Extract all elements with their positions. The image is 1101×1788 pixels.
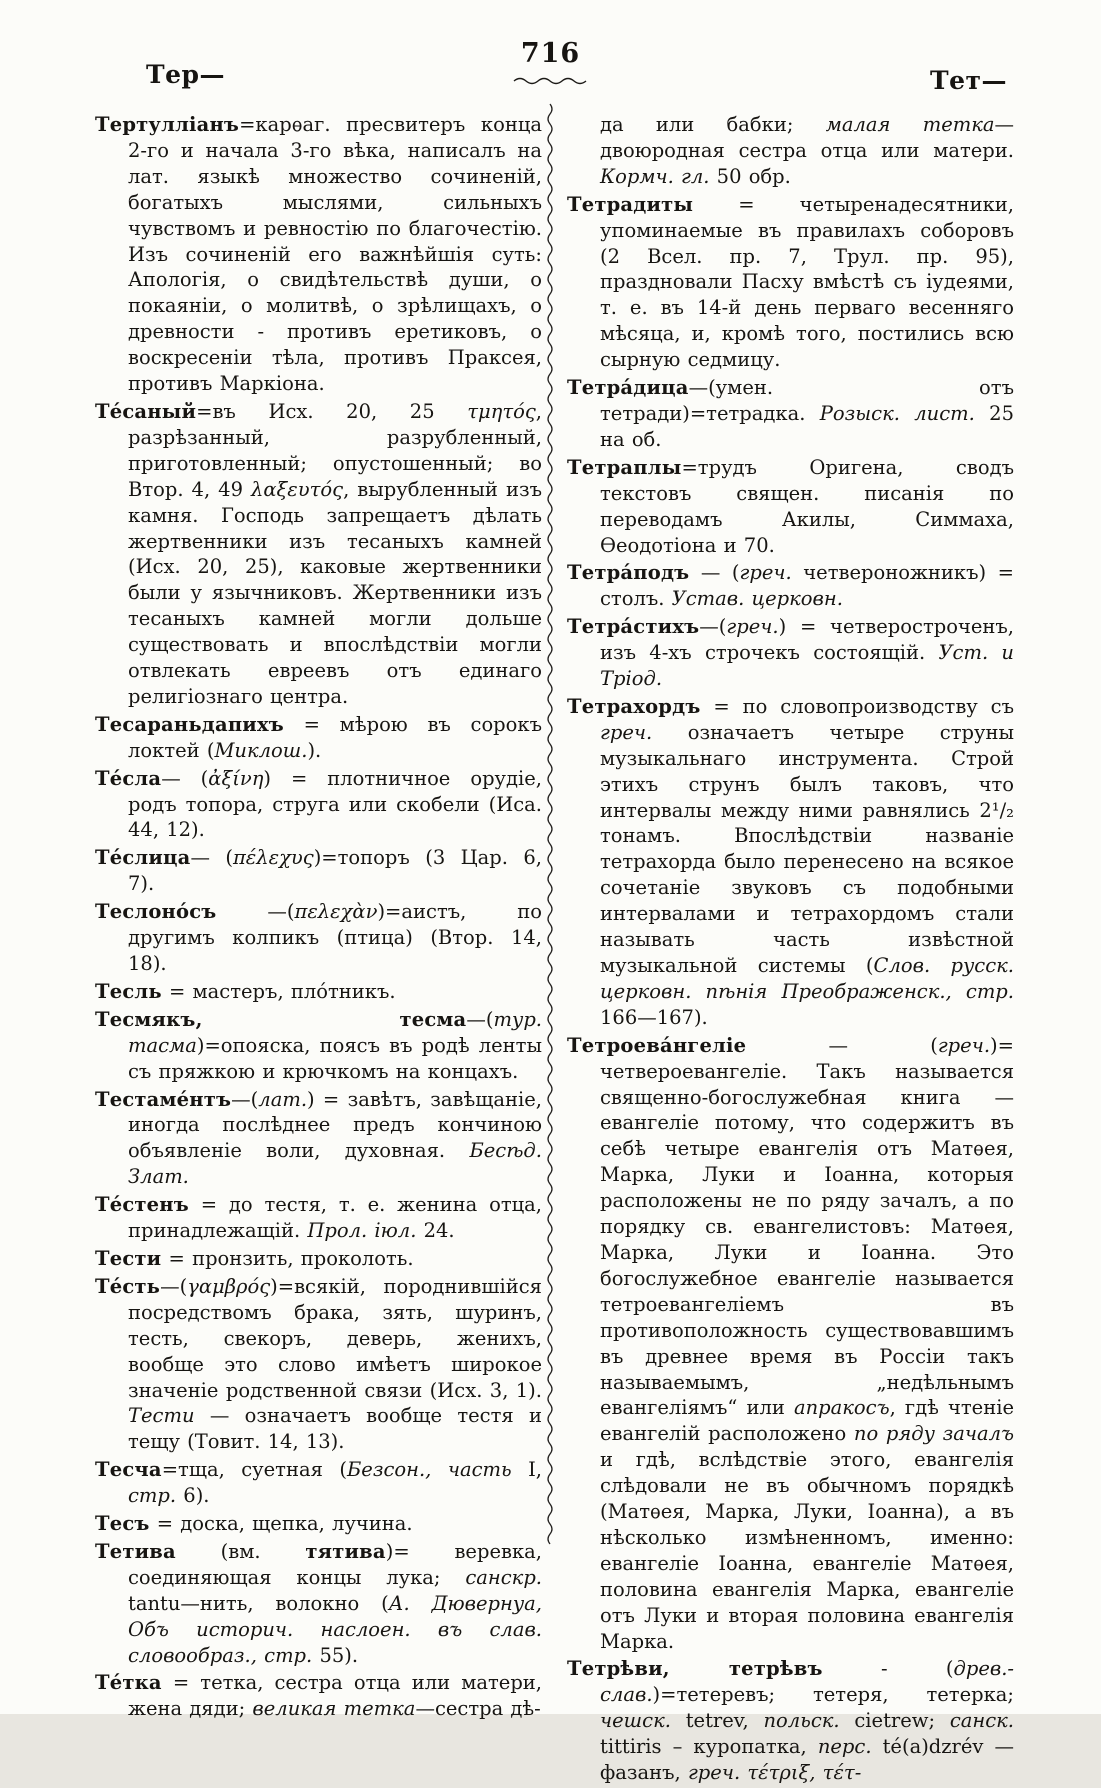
headword: тятива xyxy=(305,1539,386,1563)
dictionary-entry xyxy=(567,455,1014,559)
dictionary-entry xyxy=(95,845,542,897)
text-run: Слов. русск. церковн. пѣнія Преображенск., стр. xyxy=(600,954,1014,1003)
text-run: Уст. и Тріод. xyxy=(600,641,1014,691)
text-run: малая тетка xyxy=(825,113,995,136)
dictionary-entry xyxy=(567,694,1014,1031)
dictionary-entry xyxy=(95,766,542,844)
text-run: Бесѣд. Злат. xyxy=(128,1139,542,1189)
text-run: греч. xyxy=(726,615,779,639)
headword: Тесъ xyxy=(95,1512,150,1536)
headword: Тесча xyxy=(95,1458,162,1482)
text-run: великая тетка xyxy=(252,1697,416,1721)
dictionary-entry xyxy=(95,112,542,397)
text-run: = до тестя, т. е. женина отца, принадлежащій. xyxy=(128,1193,542,1243)
text-run: 50 обр. xyxy=(709,164,791,188)
text-run: = доска, щепка, лучина. xyxy=(149,1512,413,1536)
guide-word-right: Тет— xyxy=(930,66,1007,95)
text-run: )= веревка, соединяющая концы лука; xyxy=(128,1539,542,1589)
text-run: да или бабки; xyxy=(600,113,826,136)
text-run: )=опояска, поясъ въ родѣ ленты съ пряжкою и крючкомъ на концахъ. xyxy=(128,1033,542,1083)
dictionary-entry xyxy=(567,192,1014,373)
text-run: ) = четверостроченъ, изъ 4-хъ строчекъ состоящій. xyxy=(600,615,1014,665)
text-run: πελεχὰν xyxy=(294,900,378,924)
text-run: ). xyxy=(307,738,322,762)
text-run: )= четвероевангеліе. Такъ называется священно-богослужебная книга — евангеліе потому, что содержитъ въ себѣ четыре евангелія отъ Матѳея, Марка, Луки и Іоанна, которыя расположены не по ряду зачалъ, а по порядку св. евангелистовъ: Матѳея, Марка, Луки и Іоанна. Это богослужебное евангеліе называется тетроевангеліемъ въ противоположность существовавшимъ въ древнее время въ Россіи такъ называемымъ, „недѣльнымъ евангеліямъ“ или xyxy=(600,1033,1014,1420)
text-run: Устав. церковн. xyxy=(671,587,843,611)
text-run: λαξευτός xyxy=(251,477,344,501)
headword: Теслонóсъ xyxy=(95,900,217,924)
text-run: τέτριξ, τέτ- xyxy=(747,1761,862,1785)
headword: Тéстенъ xyxy=(95,1193,189,1217)
headword: Тертулліанъ xyxy=(95,113,240,136)
headword: Тéсла xyxy=(95,766,162,790)
text-run: = пронзить, проколоть. xyxy=(161,1246,414,1270)
dictionary-entry xyxy=(95,1670,542,1722)
text-run: )=аистъ, по другимъ колпикъ (птица) (Втор. 14, 18). xyxy=(128,900,542,975)
dictionary-entry xyxy=(95,1511,542,1537)
text-run: té(a)dzrév — фазанъ, xyxy=(600,1735,1015,1785)
text-run: апракосъ xyxy=(793,1396,890,1420)
text-run: tittiris – куропатка, xyxy=(600,1735,818,1759)
text-run: —( xyxy=(466,1007,494,1031)
text-run: лат. xyxy=(258,1087,308,1111)
headword: Тетрáподъ xyxy=(567,561,690,585)
page-header xyxy=(0,0,1101,112)
text-run: ) = плотничное орудіе, родъ топора, струга или скобели (Иса. 44, 12). xyxy=(128,766,543,842)
text-run: тур. тасма xyxy=(128,1007,542,1057)
text-run: I, xyxy=(511,1458,542,1482)
text-run: —( xyxy=(231,1087,259,1111)
text-run: =карѳаг. пресвитеръ конца 2-го и начала 3-го вѣка, написалъ на лат. языкѣ множество сочиненій, богатыхъ мыслями, сильныхъ чувствомъ и ревностію по благочестію. Изъ сочиненій его важнѣйшія суть: Апологія, о свидѣтельствѣ души, о покаяніи, о молитвѣ, о зрѣлищахъ, о древности - противъ еретиковъ, о воскресеніи тѣла, противъ Праксея, противъ Маркіона. xyxy=(128,113,542,396)
text-run: = тетка, сестра отца или матери, жена дяди; xyxy=(128,1671,542,1721)
text-run: —сестра дѣ- xyxy=(415,1697,541,1721)
text-run: Тести xyxy=(128,1404,195,1428)
text-run: , вырубленный изъ камня. Господь запрещаетъ дѣлать жертвенники изъ тесаныхъ камней (Исх. 20, 25), каковые жертвенники были у язычниковъ. Жертвенники изъ тесаныхъ камней могли дольше существовать и впослѣдствіи могли отвлекать евреевъ отъ единаго религіознаго центра. xyxy=(128,477,542,708)
text-run: — ( xyxy=(689,561,740,585)
text-run: санскр. xyxy=(465,1565,542,1589)
text-run: — ( xyxy=(161,766,209,790)
dictionary-entry xyxy=(95,899,542,977)
headword: Тесмякъ, тесма xyxy=(95,1007,467,1031)
text-run: tetrev, xyxy=(670,1709,764,1733)
text-run: - ( xyxy=(822,1657,954,1681)
text-run: —( xyxy=(699,615,727,639)
text-run: )=топоръ (3 Цар. 6, 7). xyxy=(128,846,542,896)
headword: Тетраплы xyxy=(567,455,682,479)
dictionary-entry xyxy=(567,375,1014,453)
text-run: =въ Исх. 20, 25 xyxy=(196,399,468,423)
text-run: 166—167). xyxy=(600,1005,708,1029)
dictionary-entry xyxy=(95,1087,542,1191)
headword: Тетрáдица xyxy=(567,376,689,400)
text-run: санск. xyxy=(949,1709,1014,1733)
text-run: греч. xyxy=(687,1761,741,1785)
text-run: —(умен. отъ тетради)=тетрадка. xyxy=(600,376,1014,425)
text-run: — ( xyxy=(746,1033,938,1057)
text-run: стр. xyxy=(128,1484,177,1508)
text-run: = мѣрою въ сорокъ локтей ( xyxy=(128,712,542,762)
entry-continuation xyxy=(567,112,1014,190)
text-run: — означаетъ вообще тестя и тещу (Товит. 14, 13). xyxy=(128,1404,542,1454)
text-run: четвероножникъ) = столъ. xyxy=(600,561,1014,611)
left-column xyxy=(95,112,542,1724)
dictionary-entry xyxy=(95,1457,542,1509)
text-run: cietrew; xyxy=(839,1709,950,1733)
dictionary-entry xyxy=(95,1539,542,1669)
text-run: 55). xyxy=(312,1643,359,1667)
text-run: древ.-слав. xyxy=(600,1657,1015,1707)
text-run: ἀξίνη xyxy=(208,766,264,790)
text-run: 25 на об. xyxy=(600,401,1014,451)
text-run: = четыренадесятники, упоминаемые въ правилахъ соборовъ (2 Всел. пр. 7, Трул. пр. 95), праздновали Пасху вмѣстѣ съ іудеями, т. е. въ 14-й день перваго весенняго мѣсяца, и, кромѣ того, постились всю сырную седмицу. xyxy=(600,192,1014,372)
text-run: (вм. xyxy=(175,1539,306,1563)
dictionary-entry xyxy=(95,399,542,710)
text-run: Безсон., часть xyxy=(346,1458,512,1482)
dictionary-entry xyxy=(95,979,542,1005)
text-run: , разрѣзанный, разрубленный, приготовленный; опустошенный; во Втор. 4, 49 xyxy=(128,399,542,501)
text-run: греч. xyxy=(937,1033,991,1057)
text-run: )=тетеревъ; тетеря, тетерка; xyxy=(652,1683,1014,1707)
text-run: —двоюродная сестра отца или матери. xyxy=(600,113,1014,162)
dictionary-entry xyxy=(95,1246,542,1272)
headword: Тести xyxy=(95,1246,162,1270)
headword: Тесль xyxy=(95,979,162,1003)
headword: Тéтка xyxy=(95,1671,162,1695)
text-run: Розыск. лист. xyxy=(819,401,975,425)
right-column xyxy=(567,112,1014,1788)
headword: Тетроевáнгеліе xyxy=(567,1033,747,1057)
text-run: 24. xyxy=(416,1219,455,1243)
text-run: — ( xyxy=(190,846,233,870)
page-number: 716 xyxy=(520,38,581,69)
dictionary-entry xyxy=(95,1007,542,1085)
headword: Тéслица xyxy=(95,846,191,870)
text-run: γαμβρός xyxy=(187,1274,271,1298)
text-run: польск. xyxy=(763,1709,840,1733)
dictionary-entry xyxy=(567,1033,1014,1655)
headword: Тетрадиты xyxy=(567,192,694,216)
dictionary-entry xyxy=(95,1192,542,1244)
text-run: , гдѣ чтеніе евангелій расположено xyxy=(600,1396,1014,1446)
dictionary-entry xyxy=(567,560,1014,612)
text-run: —( xyxy=(216,900,295,924)
text-block xyxy=(95,112,1015,1785)
headword: Тетрáстихъ xyxy=(567,615,700,639)
headword: Тетива xyxy=(95,1539,176,1563)
column-divider-rule xyxy=(544,104,556,1564)
page-number-underline-squiggle xyxy=(512,76,590,86)
text-run: πέλεχυς xyxy=(232,846,314,870)
text-run: = мастеръ, плóтникъ. xyxy=(161,979,396,1003)
text-run: ) = завѣтъ, завѣщаніе, иногда послѣднее предъ кончиною объявленіе воли, духовная. xyxy=(128,1087,542,1163)
headword: Тестамéнтъ xyxy=(95,1087,232,1111)
text-run: по ряду зачалъ xyxy=(853,1422,1014,1446)
dictionary-entry xyxy=(567,614,1014,692)
text-run: перс. xyxy=(817,1735,872,1759)
text-run: = по словопроизводству съ xyxy=(700,694,1014,718)
text-run: 6). xyxy=(176,1484,210,1508)
text-run: τμητός xyxy=(467,399,536,423)
dictionary-entry xyxy=(567,1656,1014,1786)
headword: Тéсть xyxy=(95,1274,161,1298)
text-run: Кормч. гл. xyxy=(600,164,710,188)
headword: Тéсаный xyxy=(95,399,197,423)
text-run: А. Дювернуа, Объ историч. наслоен. въ слав. словообраз., стр. xyxy=(128,1591,542,1667)
text-run: —( xyxy=(160,1274,188,1298)
text-run: tantu—нить, волокно ( xyxy=(128,1591,389,1615)
text-run: греч. xyxy=(600,720,653,744)
text-run: =трудъ Оригена, сводъ текстовъ священ. писанія по переводамъ Акилы, Симмаха, Ѳеодотіона и 70. xyxy=(600,455,1014,557)
dictionary-entry xyxy=(95,1274,542,1455)
text-run: Прол. іюл. xyxy=(307,1219,417,1243)
headword: Тетрахордъ xyxy=(567,694,701,718)
headword: Тесараньдапихъ xyxy=(95,712,284,736)
text-run: и гдѣ, вслѣдствіе этого, евангелія слѣдовали не въ обычномъ порядкѣ (Матѳея, Марка, Луки, Іоанна), а въ нѣсколько измѣненномъ, именно: евангеліе Іоанна, евангеліе Матѳея, половина евангелія Марка, евангеліе отъ Луки и вторая половина евангелія Марка. xyxy=(600,1448,1014,1653)
text-run: )=всякій, породнившійся посредствомъ брака, зять, шуринъ, тесть, свекоръ, деверь, женихъ, вообще это слово имѣетъ широкое значеніе родственной связи (Исх. 3, 1). xyxy=(128,1274,542,1402)
dictionary-entry xyxy=(95,712,542,764)
text-run: чешск. xyxy=(600,1709,671,1733)
headword: Тетрѣви, тетрѣвъ xyxy=(567,1657,823,1681)
text-run: =тща, суетная ( xyxy=(161,1458,347,1482)
text-run: греч. xyxy=(739,561,792,585)
text-run: Миклош. xyxy=(214,738,308,762)
text-run: означаетъ четыре струны музыкальнаго инструмента. Строй этихъ струнъ былъ таковъ, что интервалы между ними равнялись 2¹/₂ тонамъ. Впослѣдствіи названіе тетрахорда было перенесено на всякое сочетаніе звуковъ съ подобными интервалами и тетрахордомъ стали называть часть извѣстной музыкальной системы ( xyxy=(600,720,1014,977)
guide-word-left: Тер— xyxy=(146,60,225,89)
